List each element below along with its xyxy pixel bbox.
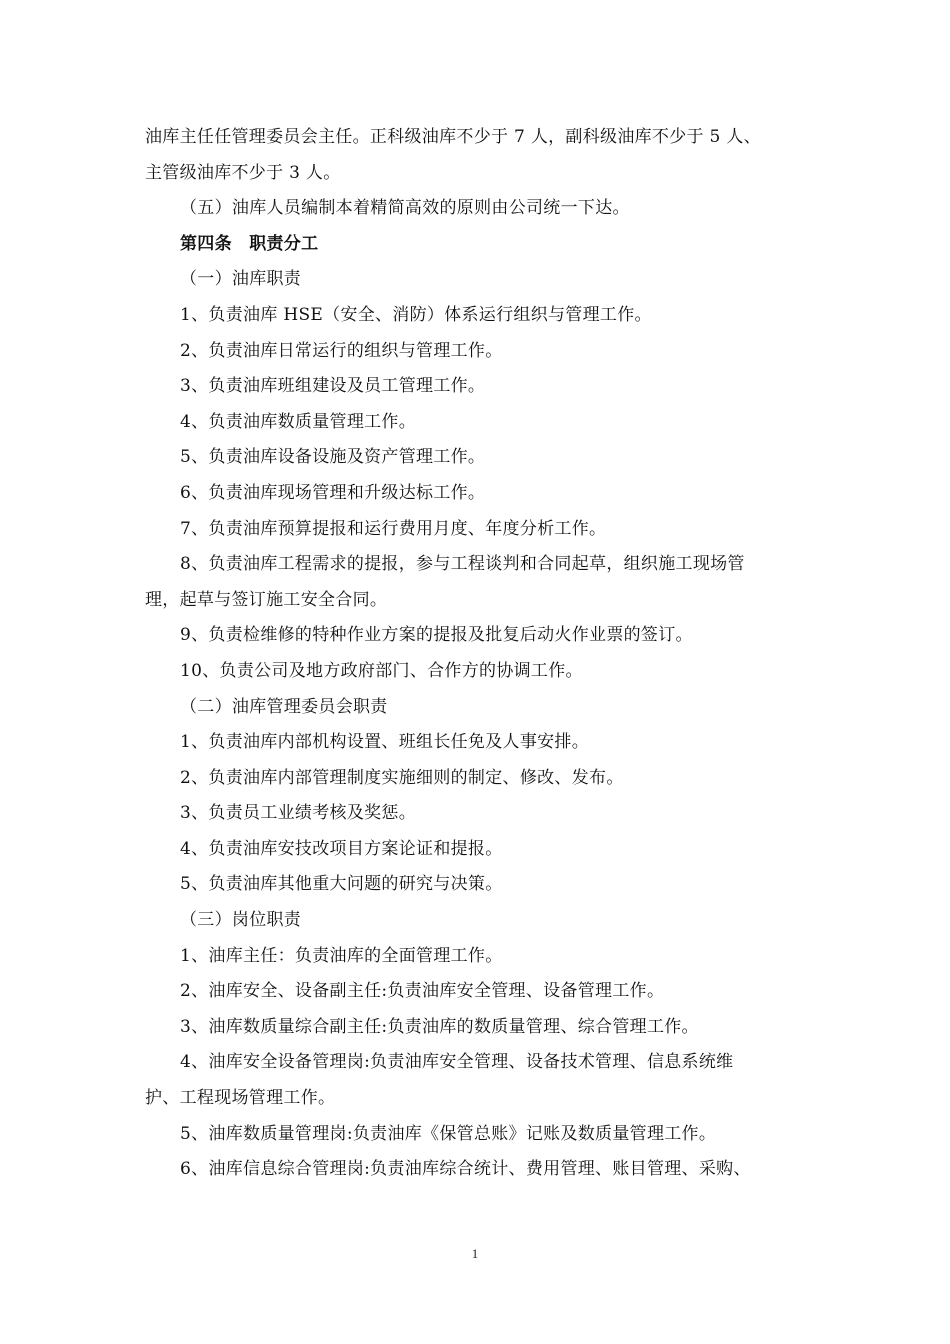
document-body <box>145 120 815 1188</box>
text-line: 8、负责油库工程需求的提报，参与工程谈判和合同起草，组织施工现场管 <box>180 554 745 575</box>
text-line: 1、油库主任：负责油库的全面管理工作。 <box>180 945 503 966</box>
text-line: 4、油库安全设备管理岗:负责油库安全管理、设备技术管理、信息系统维 <box>180 1052 734 1073</box>
section-heading: 第四条 职责分工 <box>180 233 319 254</box>
text-line: 5、油库数质量管理岗:负责油库《保管总账》记账及数质量管理工作。 <box>180 1123 717 1144</box>
text-line: 6、油库信息综合管理岗:负责油库综合统计、费用管理、账目管理、采购、 <box>180 1159 751 1180</box>
text-line: 护、工程现场管理工作。 <box>145 1088 336 1109</box>
text-line: 2、油库安全、设备副主任:负责油库安全管理、设备管理工作。 <box>180 981 665 1002</box>
text-line: 2、负责油库内部管理制度实施细则的制定、修改、发布。 <box>180 767 624 788</box>
text-line: 1、负责油库 HSE（安全、消防）体系运行组织与管理工作。 <box>180 304 652 325</box>
text-line: 主管级油库不少于 3 人。 <box>145 162 341 183</box>
text-line: 6、负责油库现场管理和升级达标工作。 <box>180 482 486 503</box>
text-line: （三）岗位职责 <box>180 910 302 931</box>
text-line: 7、负责油库预算提报和运行费用月度、年度分析工作。 <box>180 518 607 539</box>
text-line: 理，起草与签订施工安全合同。 <box>145 589 388 610</box>
page-number: 1 <box>471 1246 479 1261</box>
text-line: 4、负责油库安技改项目方案论证和提报。 <box>180 838 503 859</box>
text-line: 5、负责油库其他重大问题的研究与决策。 <box>180 874 503 895</box>
text-line: （五）油库人员编制本着精简高效的原则由公司统一下达。 <box>180 198 630 219</box>
text-line: （一）油库职责 <box>180 269 302 290</box>
text-line: 5、负责油库设备设施及资产管理工作。 <box>180 447 486 468</box>
text-line: （二）油库管理委员会职责 <box>180 696 388 717</box>
text-line: 10、负责公司及地方政府部门、合作方的协调工作。 <box>180 660 583 681</box>
text-line: 9、负责检维修的特种作业方案的提报及批复后动火作业票的签订。 <box>180 625 693 646</box>
text-line: 3、负责油库班组建设及员工管理工作。 <box>180 376 486 397</box>
text-line: 3、油库数质量综合副主任:负责油库的数质量管理、综合管理工作。 <box>180 1016 699 1037</box>
text-line: 1、负责油库内部机构设置、班组长任免及人事安排。 <box>180 732 590 753</box>
text-line: 2、负责油库日常运行的组织与管理工作。 <box>180 340 503 361</box>
text-line: 油库主任任管理委员会主任。正科级油库不少于 7 人，副科级油库不少于 5 人、 <box>145 127 761 147</box>
text-line: 4、负责油库数质量管理工作。 <box>180 411 417 432</box>
text-line: 3、负责员工业绩考核及奖惩。 <box>180 803 417 824</box>
